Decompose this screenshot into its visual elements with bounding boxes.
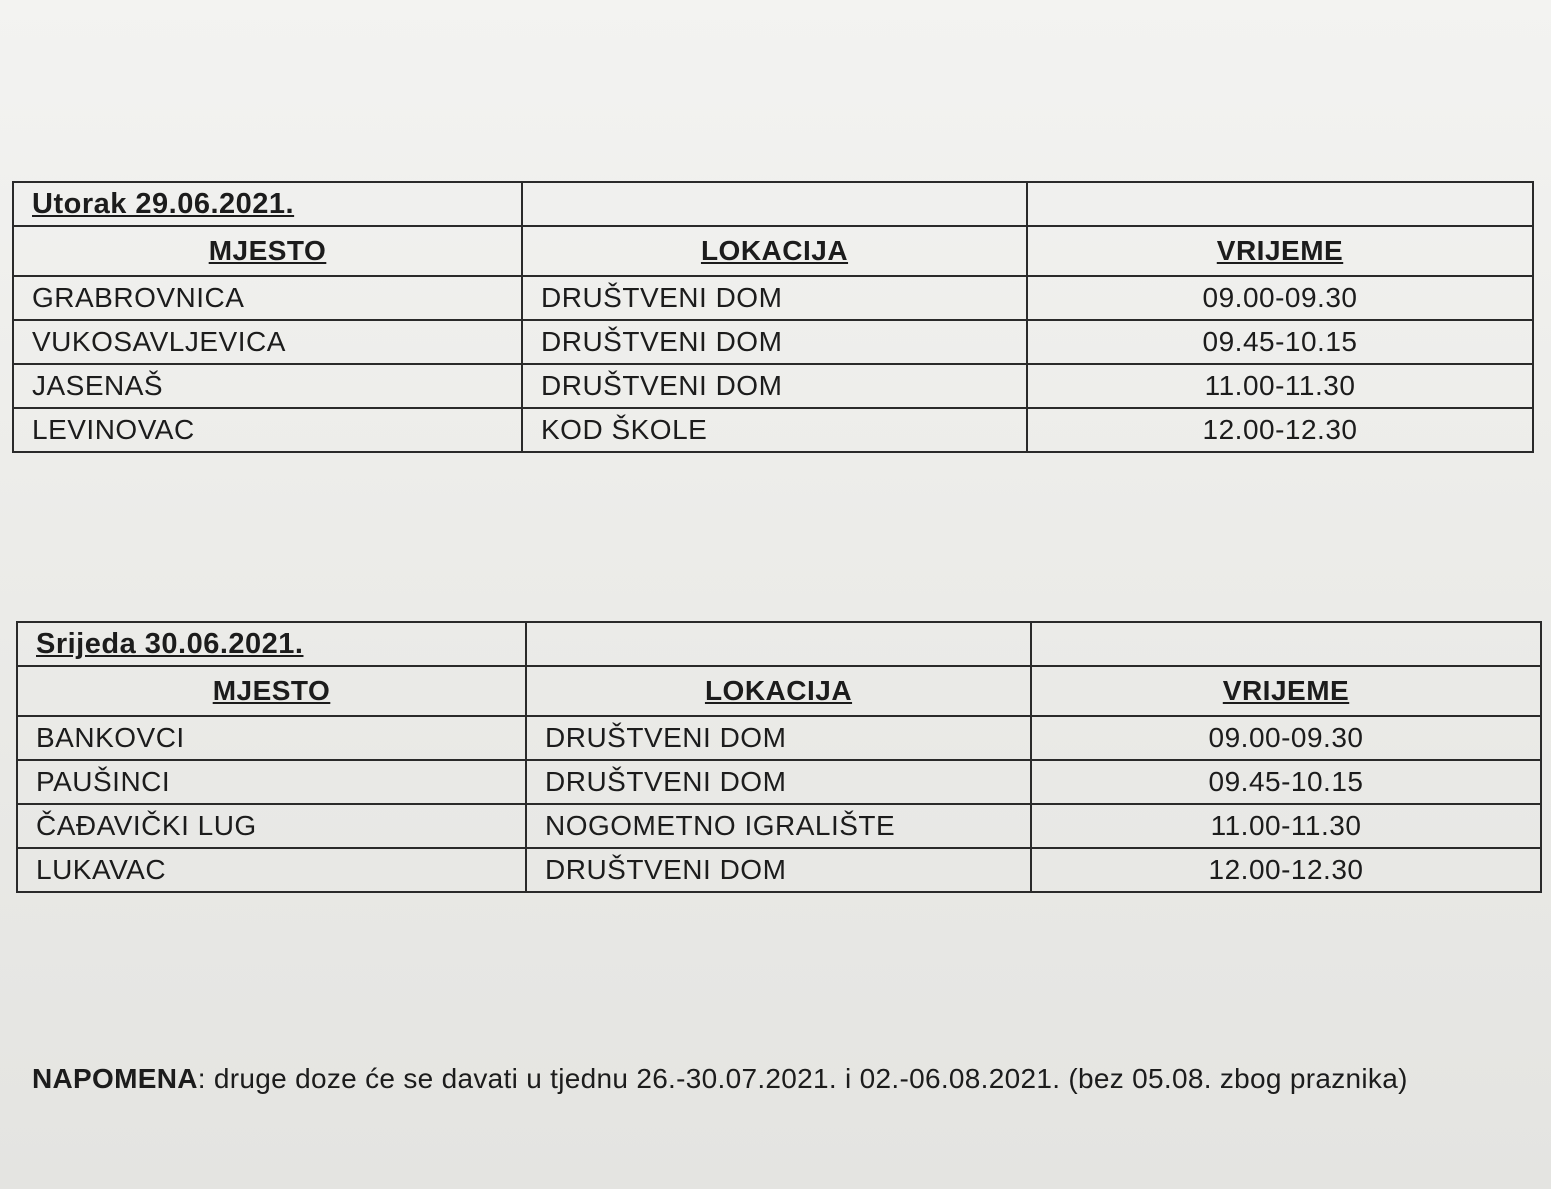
note-text: : druge doze će se davati u tjednu 26.-30.07.2021. i 02.-06.08.2021. (bez 05.08. zbog praznika): [197, 1063, 1408, 1094]
location-cell: NOGOMETNO IGRALIŠTE: [526, 804, 1031, 848]
table-row: [17, 716, 1541, 760]
column-header-mjesto: MJESTO: [13, 226, 522, 276]
day-title: Srijeda 30.06.2021.: [17, 622, 526, 666]
location-cell: DRUŠTVENI DOM: [526, 848, 1031, 892]
location-cell: DRUŠTVENI DOM: [522, 364, 1027, 408]
day-title: Utorak 29.06.2021.: [13, 182, 522, 226]
note-label: NAPOMENA: [32, 1063, 198, 1094]
table-row: [13, 320, 1533, 364]
place-cell: BANKOVCI: [17, 716, 526, 760]
column-header-lokacija: LOKACIJA: [522, 226, 1027, 276]
header-row: [13, 226, 1533, 276]
location-cell: KOD ŠKOLE: [522, 408, 1027, 452]
time-cell: 09.00-09.30: [1031, 716, 1541, 760]
place-cell: ČAĐAVIČKI LUG: [17, 804, 526, 848]
header-row: [17, 666, 1541, 716]
table-row: [17, 804, 1541, 848]
place-cell: GRABROVNICA: [13, 276, 522, 320]
location-cell: DRUŠTVENI DOM: [522, 276, 1027, 320]
place-cell: LUKAVAC: [17, 848, 526, 892]
note-paragraph: [32, 1058, 1472, 1100]
place-cell: JASENAŠ: [13, 364, 522, 408]
column-header-vrijeme: VRIJEME: [1031, 666, 1541, 716]
column-header-vrijeme: VRIJEME: [1027, 226, 1533, 276]
place-cell: VUKOSAVLJEVICA: [13, 320, 522, 364]
table-row: [13, 276, 1533, 320]
empty-cell: [526, 622, 1031, 666]
location-cell: DRUŠTVENI DOM: [526, 760, 1031, 804]
time-cell: 09.45-10.15: [1031, 760, 1541, 804]
schedule-table-wednesday: [16, 621, 1542, 893]
place-cell: LEVINOVAC: [13, 408, 522, 452]
table-row: [13, 364, 1533, 408]
empty-cell: [522, 182, 1027, 226]
time-cell: 12.00-12.30: [1027, 408, 1533, 452]
time-cell: 11.00-11.30: [1031, 804, 1541, 848]
day-row: [17, 622, 1541, 666]
empty-cell: [1031, 622, 1541, 666]
table-row: [13, 408, 1533, 452]
day-row: [13, 182, 1533, 226]
place-cell: PAUŠINCI: [17, 760, 526, 804]
time-cell: 12.00-12.30: [1031, 848, 1541, 892]
table-row: [17, 848, 1541, 892]
time-cell: 11.00-11.30: [1027, 364, 1533, 408]
time-cell: 09.00-09.30: [1027, 276, 1533, 320]
empty-cell: [1027, 182, 1533, 226]
schedule-table-tuesday: [12, 181, 1534, 453]
location-cell: DRUŠTVENI DOM: [526, 716, 1031, 760]
table-row: [17, 760, 1541, 804]
location-cell: DRUŠTVENI DOM: [522, 320, 1027, 364]
column-header-mjesto: MJESTO: [17, 666, 526, 716]
column-header-lokacija: LOKACIJA: [526, 666, 1031, 716]
time-cell: 09.45-10.15: [1027, 320, 1533, 364]
